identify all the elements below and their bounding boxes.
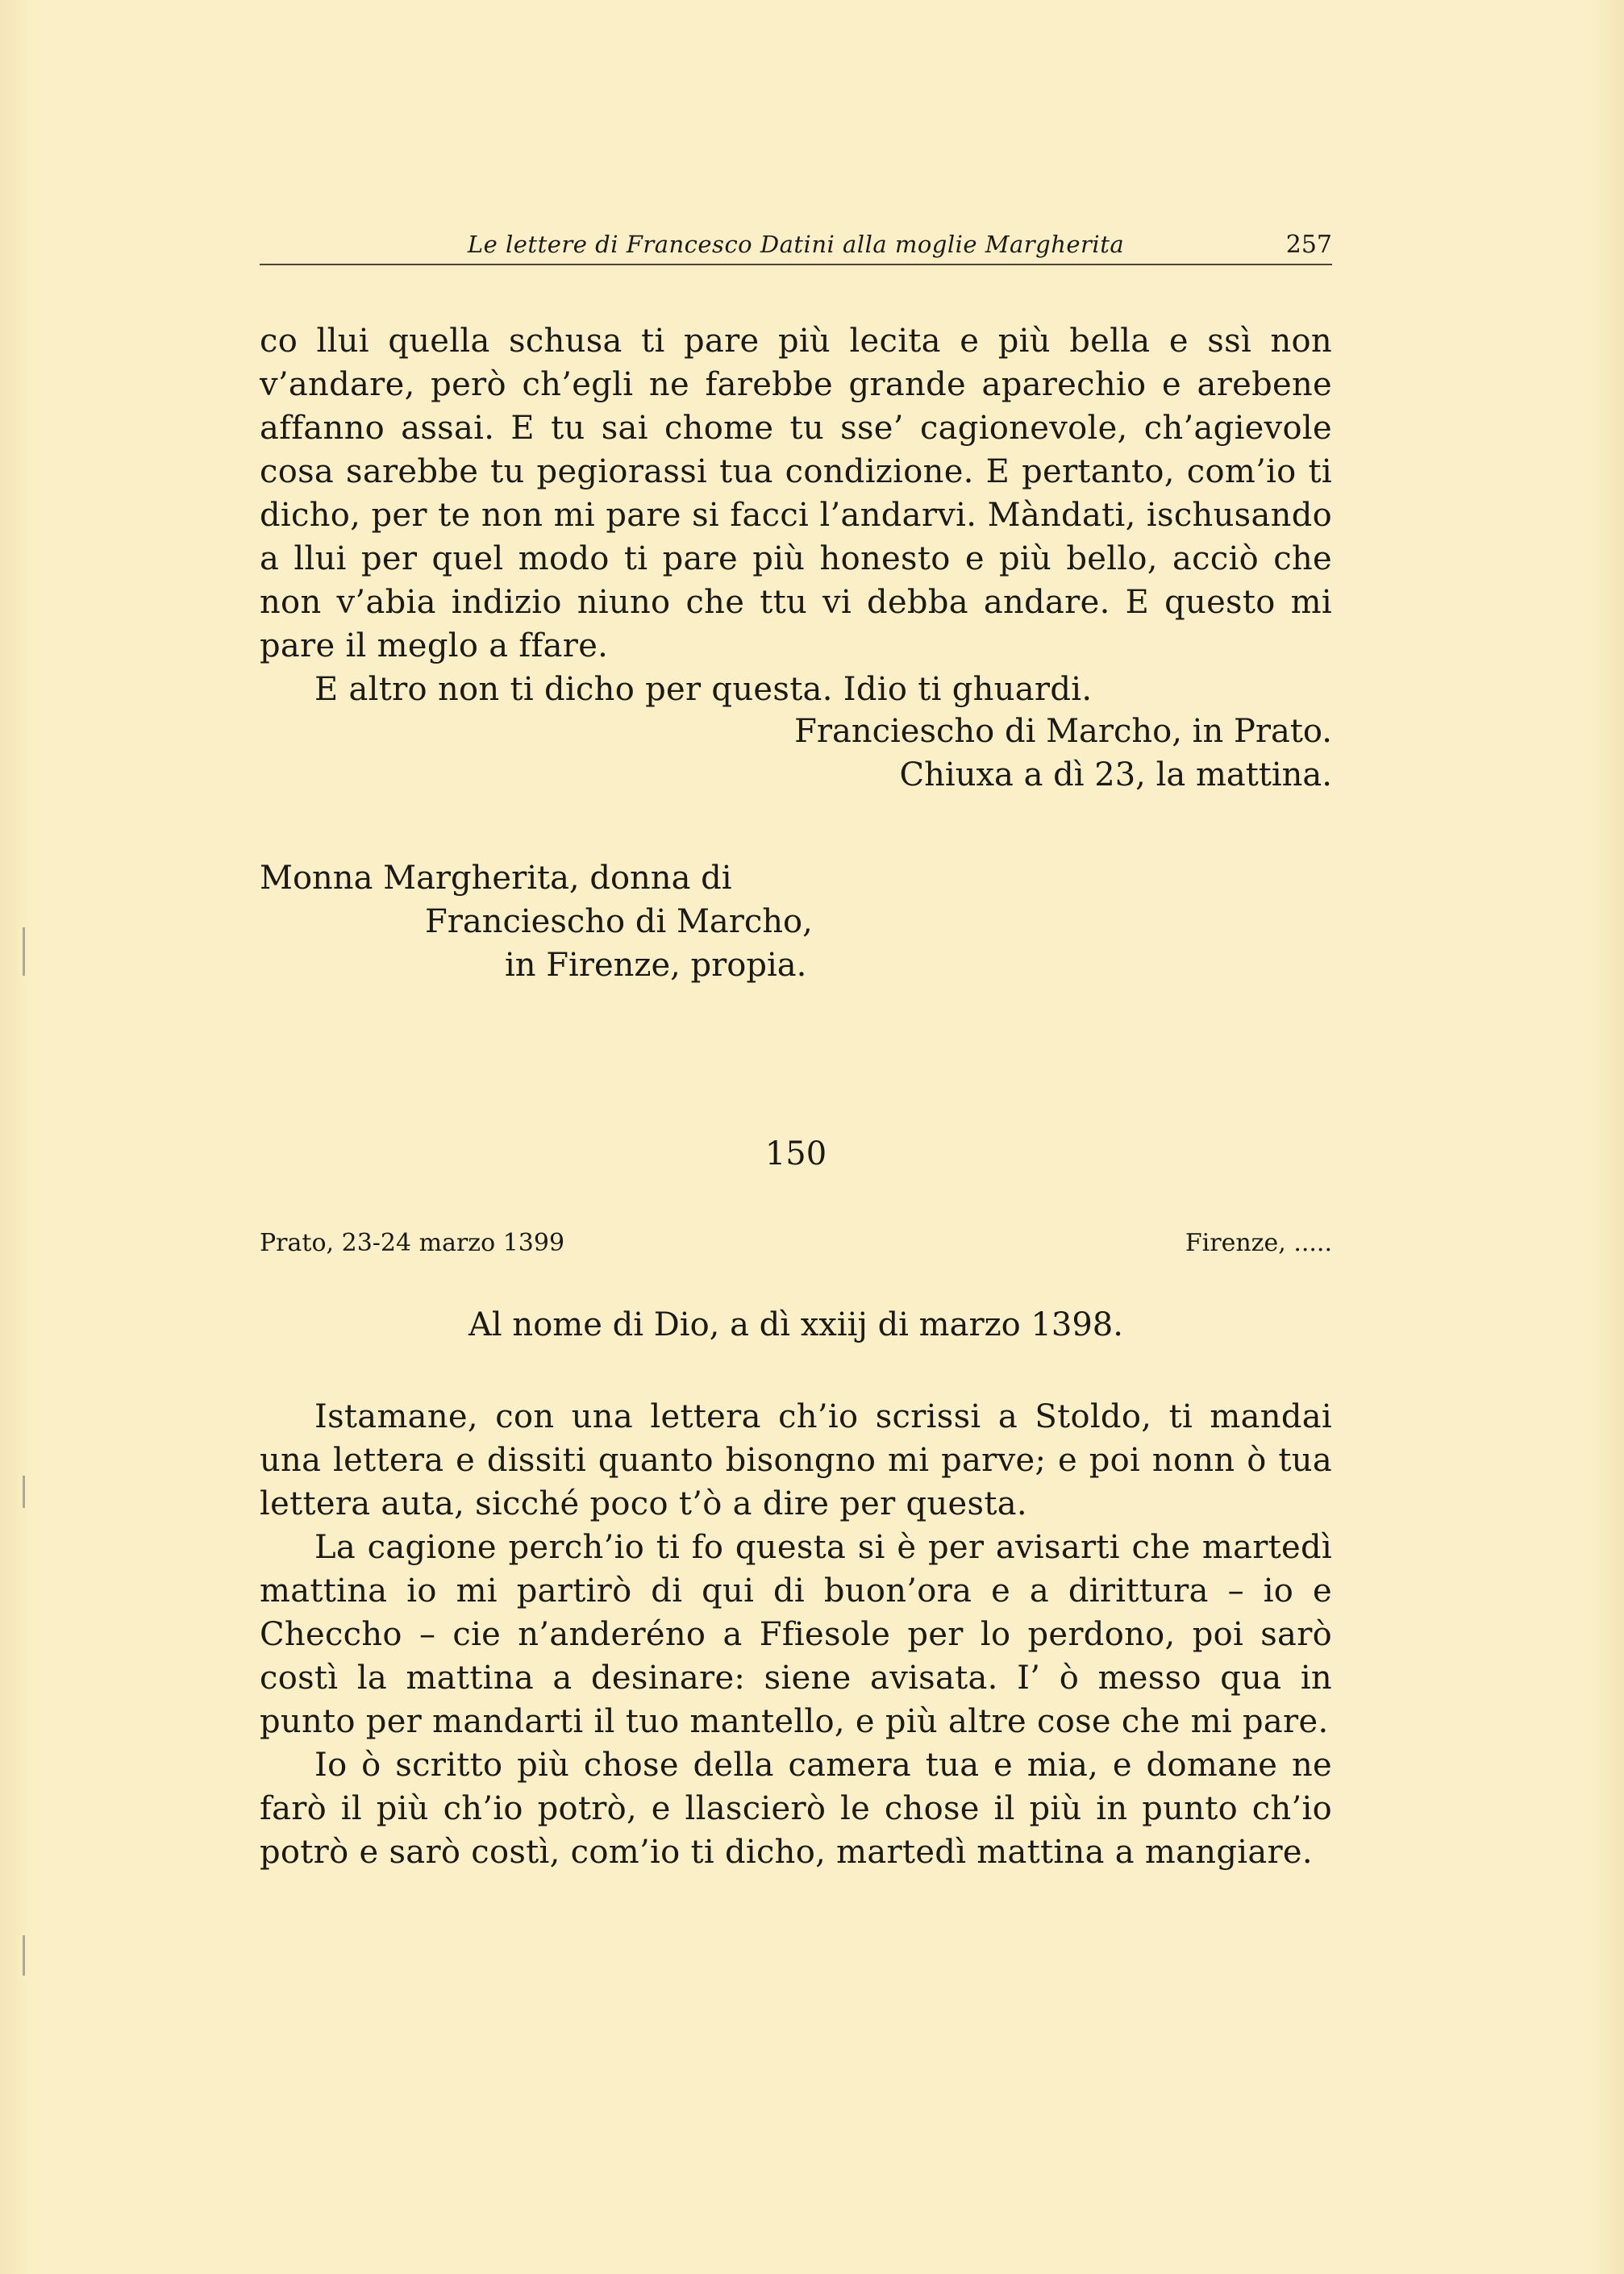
letter-date-recipient: Firenze, ..... (1185, 1229, 1332, 1257)
header-rule (260, 264, 1332, 265)
continued-letter-body (260, 319, 1332, 711)
letter-paragraph: Io ò scritto più chose della camera tua e mia, e domane ne farò il più ch’io potrò, e llascierò le chose il più in punto ch’io potrò e sarò costì, com’io ti dicho, martedì mattina a mangiare. (260, 1747, 1332, 1871)
letter-signature-block (260, 710, 1332, 797)
closing-date: Chiuxa a dì 23, la mattina. (899, 756, 1332, 793)
letter-paragraph: La cagione perch’io ti fo questa si è per avisarti che martedì mattina io mi partirò di qui di buon’ora e a dirittura – io e Checcho – cie n’anderéno a Ffiesole per lo perdono, poi sarò costì la mattina a desinare: siene avisata. I’ ò messo qua in punto per mandarti il tuo mantello, e più altre cose che mi pare. (260, 1529, 1332, 1740)
address-line: in Firenze, propia. (505, 947, 807, 984)
running-header (260, 224, 1332, 264)
letter-150-body (260, 1395, 1332, 1874)
letter-date-sender: Prato, 23-24 marzo 1399 (260, 1229, 565, 1257)
page-edge-mark (23, 1935, 25, 1976)
page-edge-mark (23, 927, 25, 976)
letter-paragraph: E altro non ti dicho per questa. Idio ti ghuardi. (314, 671, 1093, 708)
page-edge-mark (23, 1476, 25, 1508)
page-number: 257 (1285, 231, 1332, 259)
address-line: Monna Margherita, donna di (260, 860, 732, 897)
letter-paragraph: co llui quella schusa ti pare più lecita e più bella e ssì non v’andare, però ch’egli ne farebbe grande aparechio e arebene affanno assai. E tu sai chome tu sse’ cagionevole, ch’agievole cosa sarebbe tu pegiorassi tua condizione. E pertanto, com’io ti dicho, per te non mi pare si facci l’andarvi. Màndati, ischusando a llui per quel modo ti pare più honesto e più bello, acciò che non v’abia indizio niuno che ttu vi debba andare. E questo mi pare il meglo a ffare. (260, 323, 1332, 664)
address-line: Franciescho di Marcho, (425, 903, 813, 940)
letter-invocation: Al nome di Dio, a dì xxiij di marzo 1398. (468, 1306, 1123, 1343)
signature: Franciescho di Marcho, in Prato. (794, 713, 1332, 750)
running-title: Le lettere di Francesco Datini alla moglie Margherita (467, 231, 1125, 258)
letter-address (260, 856, 824, 987)
letter-number: 150 (764, 1135, 827, 1172)
letter-paragraph: Istamane, con una lettera ch’io scrissi a Stoldo, ti mandai una lettera e dissiti quanto bisongno mi parve; e poi nonn ò tua lettera auta, sicché poco t’ò a dire per questa. (260, 1398, 1332, 1522)
